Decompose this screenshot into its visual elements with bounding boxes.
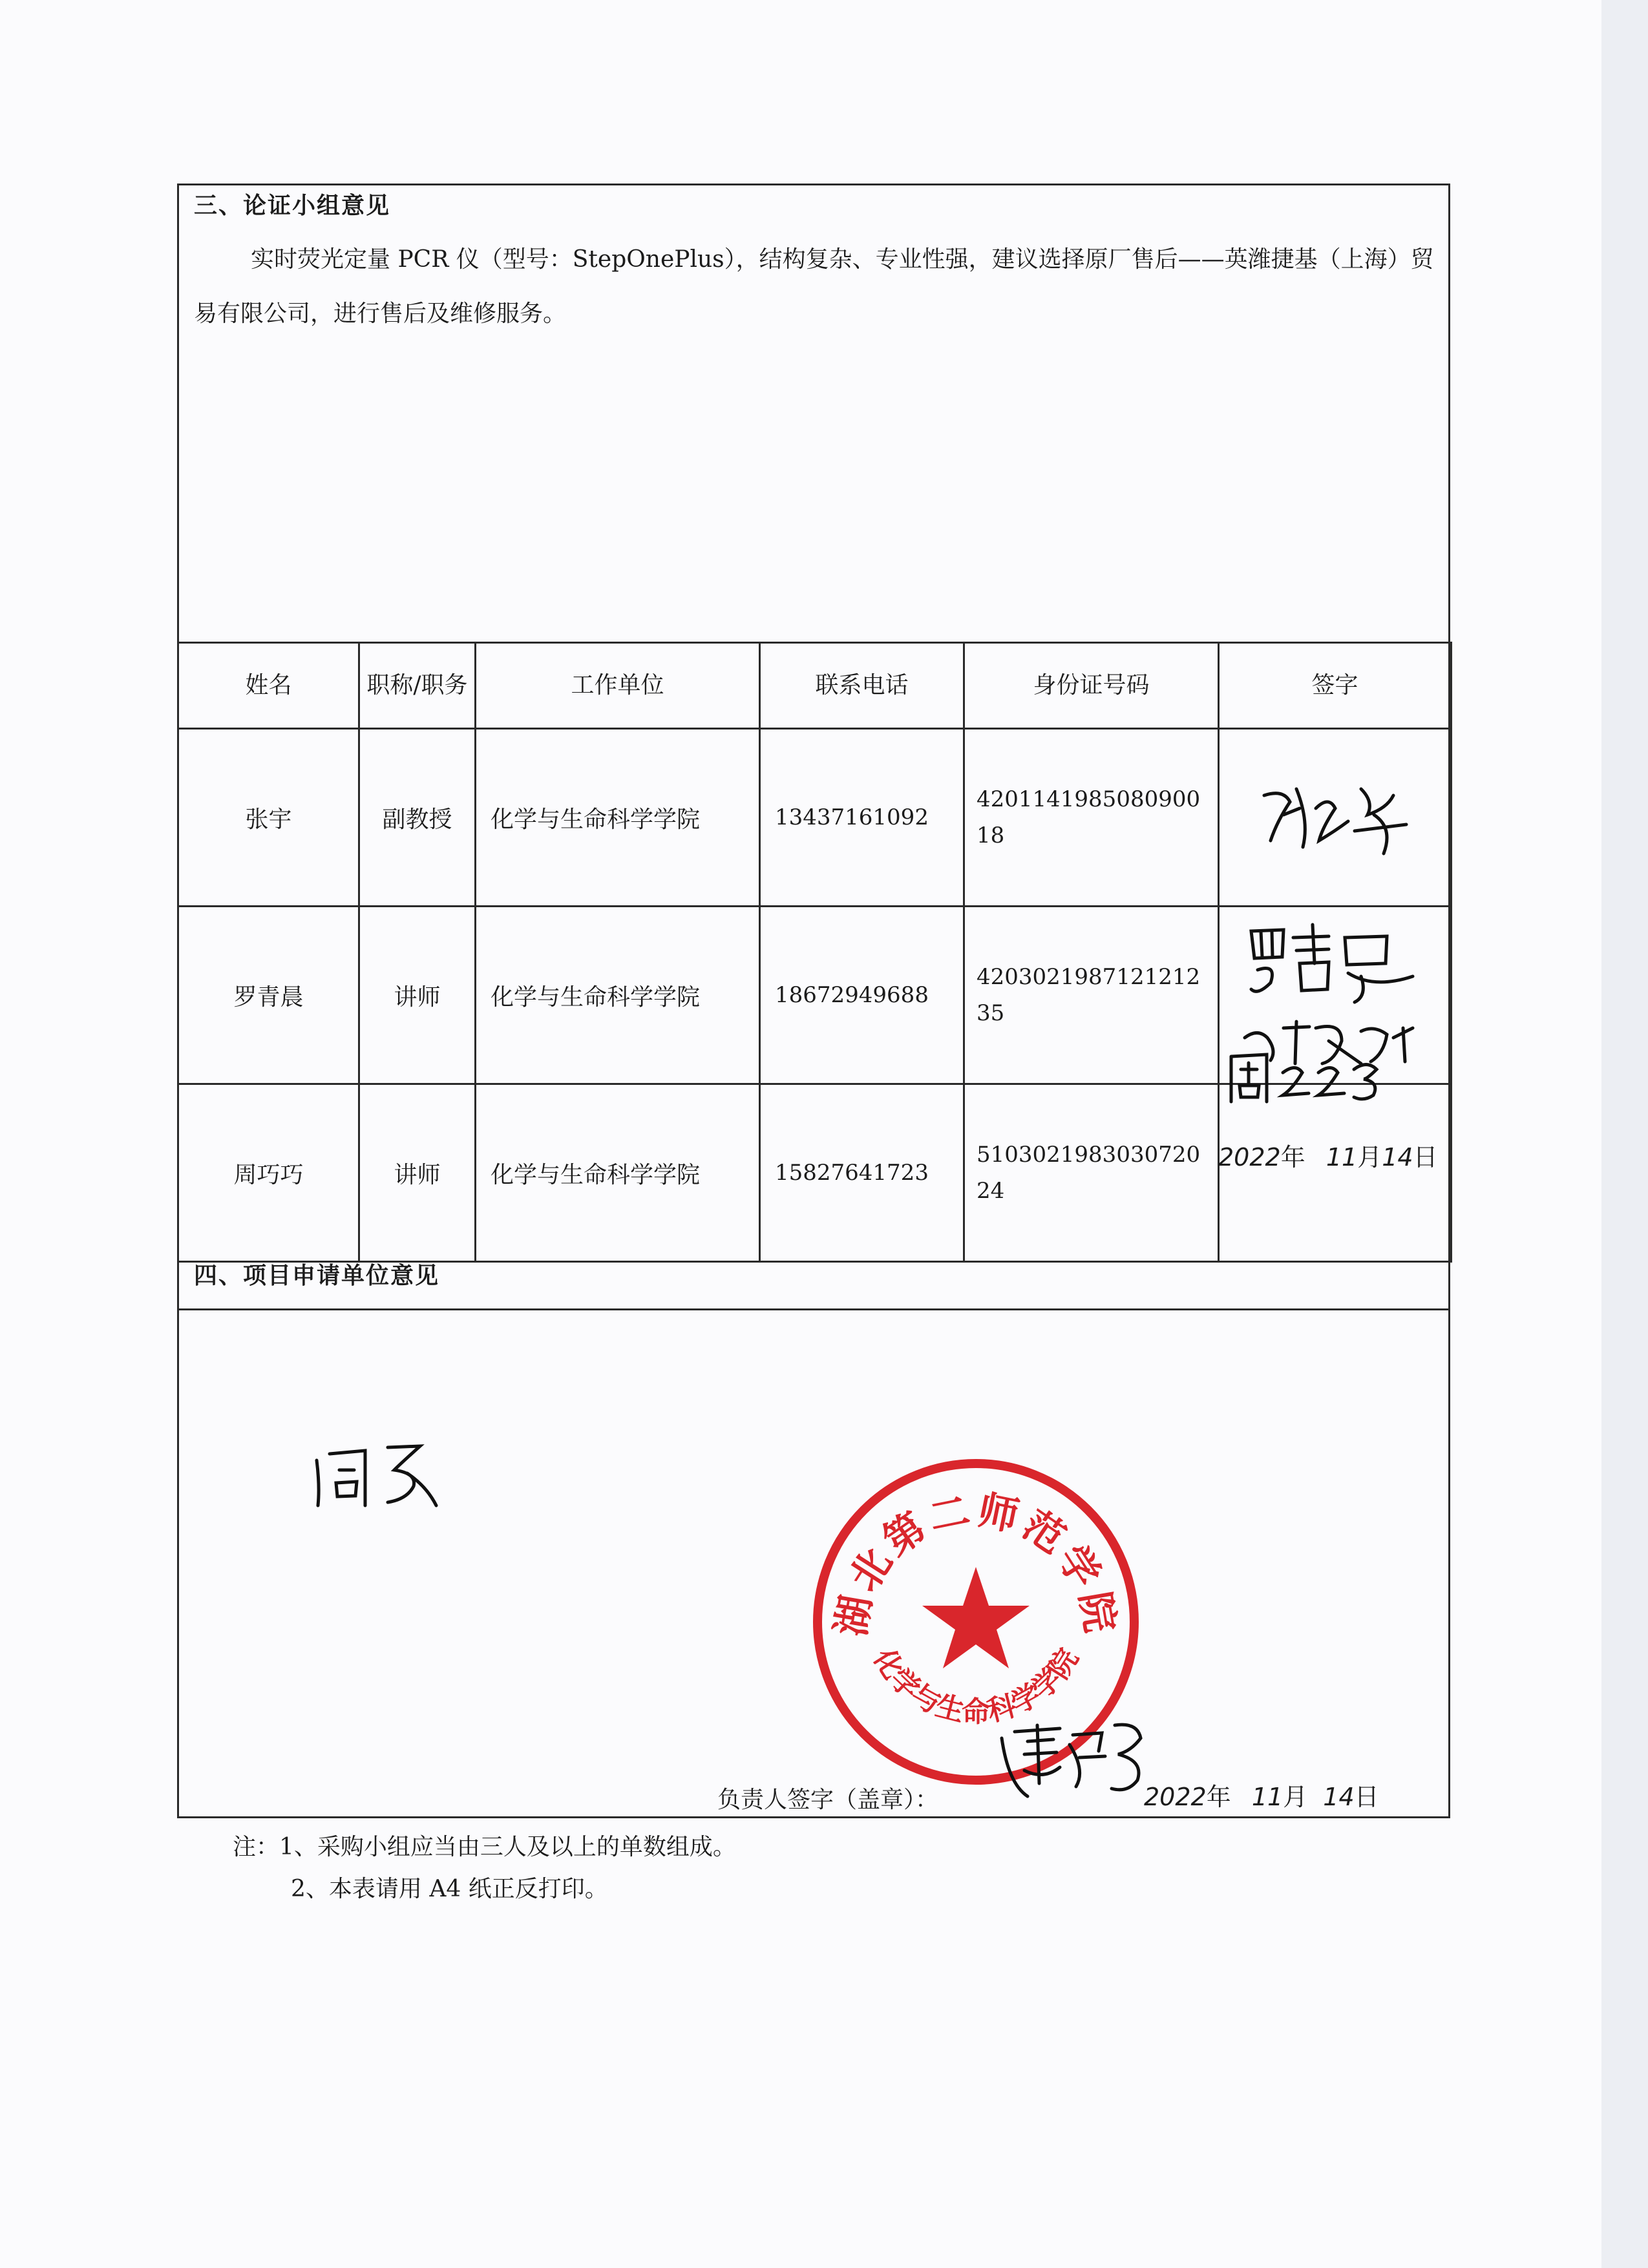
members-date-day: 14 (1382, 1143, 1413, 1171)
section3-opinion-text: 实时荧光定量 PCR 仪（型号：StepOnePlus），结构复杂、专业性强，建议选择原厂售后——英潍捷基（上海）贸易有限公司，进行售后及维修服务。 (194, 246, 1434, 327)
member-id: 510302198303072024 (964, 1084, 1219, 1262)
note-2: 2、本表请用 A4 纸正反打印。 (291, 1876, 608, 1902)
table-header-row (178, 643, 1452, 729)
signature-label: 负责人签字（盖章）： (717, 1787, 939, 1813)
handwritten-signature-zhouqiaoqiao (1221, 1047, 1402, 1111)
seal-star-icon (922, 1567, 1030, 1668)
note-1: 注：1、采购小组应当由三人及以上的单数组成。 (233, 1834, 736, 1860)
member-title: 副教授 (359, 729, 476, 907)
section4-date-day-suffix: 日 (1354, 1783, 1379, 1811)
section4-date-month: 11 (1251, 1783, 1284, 1811)
table-row (178, 729, 1452, 907)
member-id: 420114198508090018 (964, 729, 1219, 907)
member-phone: 15827641723 (760, 1084, 964, 1262)
header-id: 身份证号码 (964, 643, 1219, 729)
section4-date (1144, 1777, 1379, 1812)
header-name: 姓名 (178, 643, 359, 729)
svg-text:化学与生命科学学院: 化学与生命科学学院 (867, 1643, 1085, 1729)
member-id: 420302198712121235 (964, 907, 1219, 1084)
members-date-month: 11 (1326, 1143, 1358, 1171)
svg-text:湖北第二师范学院: 湖北第二师范学院 (827, 1486, 1125, 1640)
header-title: 职称/职务 (359, 643, 476, 729)
section4-date-day: 14 (1323, 1783, 1355, 1811)
members-date-month-suffix: 月 (1357, 1143, 1382, 1171)
header-org: 工作单位 (476, 643, 760, 729)
header-signature: 签字 (1219, 643, 1452, 729)
members-date-year: 2022 (1218, 1143, 1281, 1171)
handwritten-signature-leader (989, 1706, 1157, 1803)
members-date (1218, 1137, 1438, 1173)
section4-date-year: 2022 (1144, 1783, 1207, 1811)
section3-title: 三、论证小组意见 (194, 192, 391, 219)
section4-date-month-suffix: 月 (1283, 1783, 1308, 1811)
member-title: 讲师 (359, 1084, 476, 1262)
member-name: 周巧巧 (178, 1084, 359, 1262)
member-phone: 13437161092 (760, 729, 964, 907)
member-title: 讲师 (359, 907, 476, 1084)
member-phone: 18672949688 (760, 907, 964, 1084)
scan-edge (1601, 0, 1648, 2268)
members-date-day-suffix: 日 (1413, 1143, 1438, 1171)
member-name: 罗青晨 (178, 907, 359, 1084)
member-org: 化学与生命科学学院 (476, 907, 760, 1084)
member-signature (1219, 729, 1452, 907)
header-phone: 联系电话 (760, 643, 964, 729)
section4-date-year-suffix: 年 (1206, 1783, 1231, 1811)
handwritten-signature-zhangyu (1238, 770, 1432, 860)
member-org: 化学与生命科学学院 (476, 1084, 760, 1262)
member-name: 张宇 (178, 729, 359, 907)
members-date-year-suffix: 年 (1280, 1143, 1305, 1171)
member-org: 化学与生命科学学院 (476, 729, 760, 907)
section4-title: 四、项目申请单位意见 (194, 1262, 440, 1289)
handwritten-opinion (304, 1434, 446, 1518)
